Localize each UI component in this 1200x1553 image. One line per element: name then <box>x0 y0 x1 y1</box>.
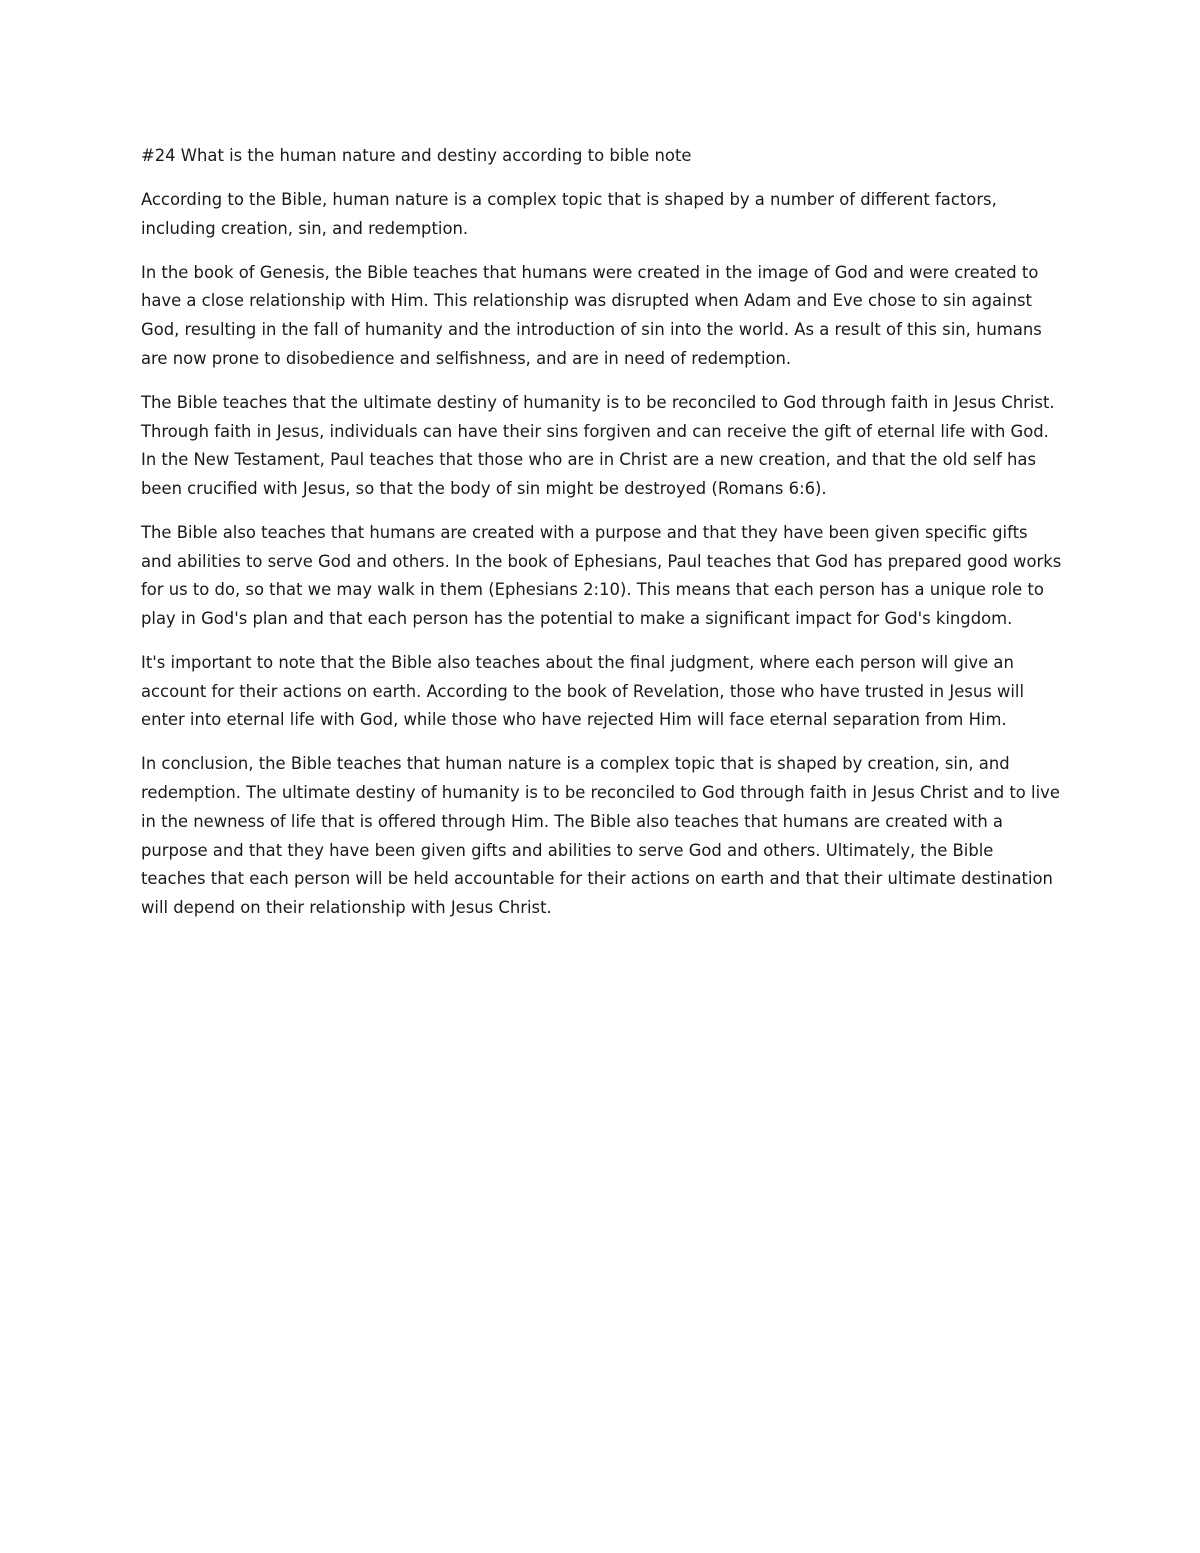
paragraph-genesis: In the book of Genesis, the Bible teaches that humans were created in the image of God and were created to have a close relationship with Him. This relationship was disrupted when Adam and Eve chose to sin against God, resulting in the fall of humanity and the introduction of sin into the world. As a result of this sin, humans are now prone to disobedience and selfishness, and are in need of redemption. <box>141 262 1042 368</box>
paragraph-judgment: It's important to note that the Bible also teaches about the final judgment, where each person will give an account for their actions on earth. According to the book of Revelation, those who have trusted in Jesus will enter into eternal life with God, while those who have rejected Him will face eternal separation from Him. <box>141 653 1025 730</box>
paragraph-conclusion: In conclusion, the Bible teaches that human nature is a complex topic that is shaped by creation, sin, and redemption. The ultimate destiny of humanity is to be reconciled to God through faith in Jesus Christ and to live in the newness of life that is offered through Him. The Bible also teaches that humans are created with a purpose and that they have been given gifts and abilities to serve God and others. Ultimately, the Bible teaches that each person will be held accountable for their actions on earth and that their ultimate destination will depend on their relationship with Jesus Christ. <box>141 754 1060 917</box>
document-body <box>141 142 1063 938</box>
paragraph-destiny: The Bible teaches that the ultimate destiny of humanity is to be reconciled to God through faith in Jesus Christ. Through faith in Jesus, individuals can have their sins forgiven and can receive the gift of eternal life with God. In the New Testament, Paul teaches that those who are in Christ are a new creation, and that the old self has been crucified with Jesus, so that the body of sin might be destroyed (Romans 6:6). <box>141 392 1055 498</box>
paragraph-purpose: The Bible also teaches that humans are created with a purpose and that they have been given specific gifts and abilities to serve God and others. In the book of Ephesians, Paul teaches that God has prepared good works for us to do, so that we may walk in them (Ephesians 2:10). This means that each person has a unique role to play in God's plan and that each person has the potential to make a significant impact for God's kingdom. <box>141 522 1062 629</box>
document-title: #24 What is the human nature and destiny according to bible note <box>141 146 692 165</box>
paragraph-intro: According to the Bible, human nature is a complex topic that is shaped by a number of different factors, including creation, sin, and redemption. <box>141 190 997 238</box>
